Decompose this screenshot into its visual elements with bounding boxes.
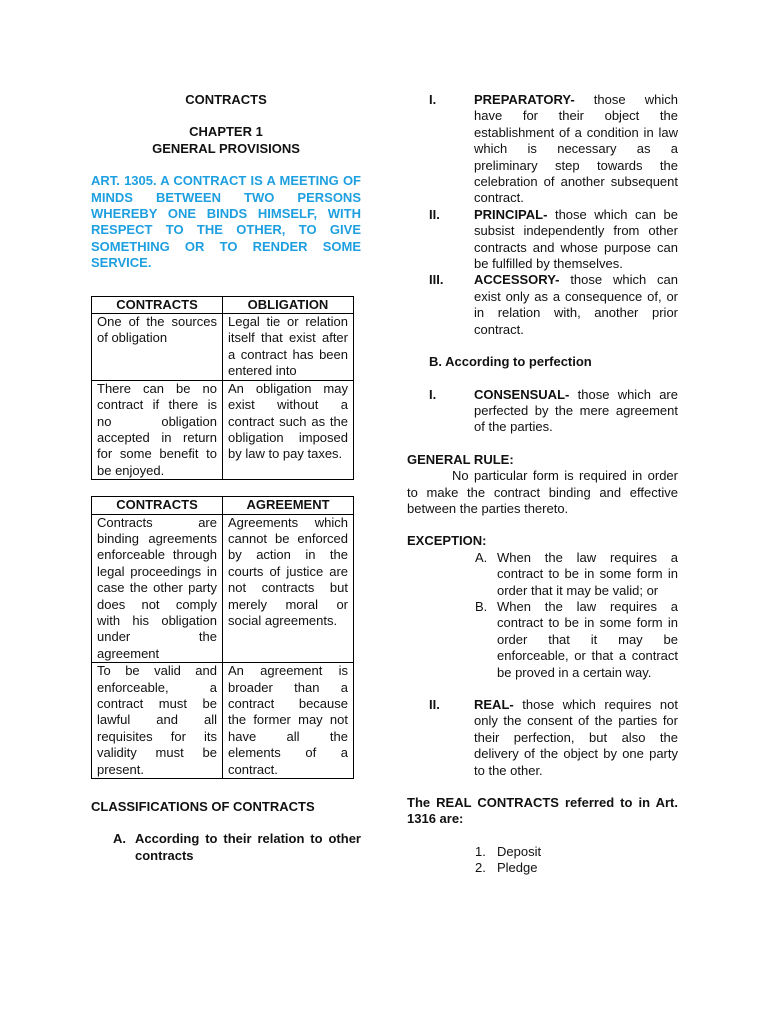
item-number: I. <box>429 92 437 107</box>
list-item-consensual <box>407 387 678 436</box>
table-cell: One of the sources of obligation <box>92 314 223 381</box>
table-header: CONTRACTS <box>92 497 223 514</box>
right-column <box>407 92 678 877</box>
table-cell: An agreement is broader than a contract because the former may not have all the elements of a contract. <box>223 663 354 779</box>
left-column <box>91 92 361 864</box>
item-body <box>474 697 678 779</box>
section-a-letter: A. <box>113 831 126 847</box>
item-body <box>474 92 678 207</box>
table-cell: Legal tie or relation itself that exist after a contract has been entered into <box>223 314 354 381</box>
item-term: REAL- <box>474 697 514 712</box>
section-b-heading: B. According to perfection <box>429 354 592 370</box>
general-rule-heading: GENERAL RULE: <box>407 451 514 467</box>
chapter-subtitle: GENERAL PROVISIONS <box>152 140 300 156</box>
contracts-vs-agreement-table <box>91 496 354 779</box>
item-body <box>474 272 678 338</box>
item-term: CONSENSUAL- <box>474 386 570 402</box>
list-item-preparatory <box>407 92 678 207</box>
list-item-real <box>407 697 678 779</box>
doc-title: CONTRACTS <box>185 92 267 107</box>
item-number: I. <box>429 386 437 402</box>
item-body <box>474 207 678 273</box>
exception-b <box>475 599 678 681</box>
table-header: CONTRACTS <box>92 296 223 313</box>
classifications-heading: CLASSIFICATIONS OF CONTRACTS <box>91 799 315 815</box>
table-cell: Agreements which cannot be enforced by action in the courts of justice are not contracts but merely moral or social agreements. <box>223 514 354 663</box>
table-header: OBLIGATION <box>223 296 354 313</box>
item-number: III. <box>429 272 444 288</box>
table-row <box>92 380 354 479</box>
list-number: 1. <box>475 843 486 859</box>
exception-text: When the law requires a contract to be in some form in order that it may be enforceable, or that a contract be proved in a certain way. <box>497 598 678 680</box>
item-number: II. <box>429 206 440 222</box>
item-term: PRINCIPAL- <box>474 206 548 222</box>
real-contracts-heading: The REAL CONTRACTS referred to in Art. 1316 are: <box>407 795 678 827</box>
item-text: those which are perfected by the mere agreement of the parties. <box>474 386 678 435</box>
item-text: those which have for their object the establishment of a condition in law which is necessary as a preliminary step towards the celebration of another subsequent contract. <box>474 92 678 206</box>
list-item <box>475 844 678 860</box>
section-a-text: According to their relation to other contracts <box>135 831 361 863</box>
table-row <box>92 314 354 381</box>
exception-letter: A. <box>475 549 488 565</box>
table-cell: There can be no contract if there is no obligation accepted in return for some benefit to be enjoyed. <box>92 380 223 479</box>
section-a-heading <box>91 831 361 864</box>
list-number: 2. <box>475 860 486 876</box>
item-term: PREPARATORY- <box>474 92 575 107</box>
exception-a <box>475 550 678 599</box>
contracts-vs-obligation-table <box>91 296 354 480</box>
article-1305: ART. 1305. A CONTRACT IS A MEETING OF MINDS BETWEEN TWO PERSONS WHEREBY ONE BINDS HIMSELF, WITH RESPECT TO THE OTHER, TO GIVE SOMETHING OR TO RENDER SOME SERVICE. <box>91 173 361 271</box>
exception-heading: EXCEPTION: <box>407 533 487 549</box>
general-rule-text: No particular form is required in order to make the contract binding and effective between the parties thereto. <box>407 468 678 516</box>
item-body <box>474 387 678 436</box>
table-header-row <box>92 497 354 514</box>
list-item-accessory <box>407 272 678 338</box>
exception-letter: B. <box>475 598 488 614</box>
list-text: Pledge <box>497 860 538 876</box>
item-term: ACCESSORY- <box>474 272 560 288</box>
table-row <box>92 663 354 779</box>
table-cell: To be valid and enforceable, a contract must be lawful and all requisites for its validity must be present. <box>92 663 223 779</box>
chapter-heading: CHAPTER 1 <box>189 124 263 140</box>
item-number: II. <box>429 697 440 712</box>
table-header-row <box>92 296 354 313</box>
item-text: those which can exist only as a consequence of, or in relation with, another prior contract. <box>474 272 678 337</box>
item-text: those which can be subsist independently from other contracts and whose purpose can be fulfilled by themselves. <box>474 206 678 272</box>
table-header: AGREEMENT <box>223 497 354 514</box>
table-cell: An obligation may exist without a contract such as the obligation imposed by law to pay taxes. <box>223 380 354 479</box>
table-row <box>92 514 354 663</box>
exception-text: When the law requires a contract to be in some form in order that it may be valid; or <box>497 549 678 598</box>
item-text: those which requires not only the consent of the parties for their perfection, but also the delivery of the object by one party to the other. <box>474 697 678 778</box>
list-item-principal <box>407 207 678 273</box>
list-text: Deposit <box>497 843 542 859</box>
table-cell: Contracts are binding agreements enforceable through legal proceedings in case the other party does not comply with his obligation under the agreement <box>92 514 223 663</box>
list-item <box>475 860 678 876</box>
